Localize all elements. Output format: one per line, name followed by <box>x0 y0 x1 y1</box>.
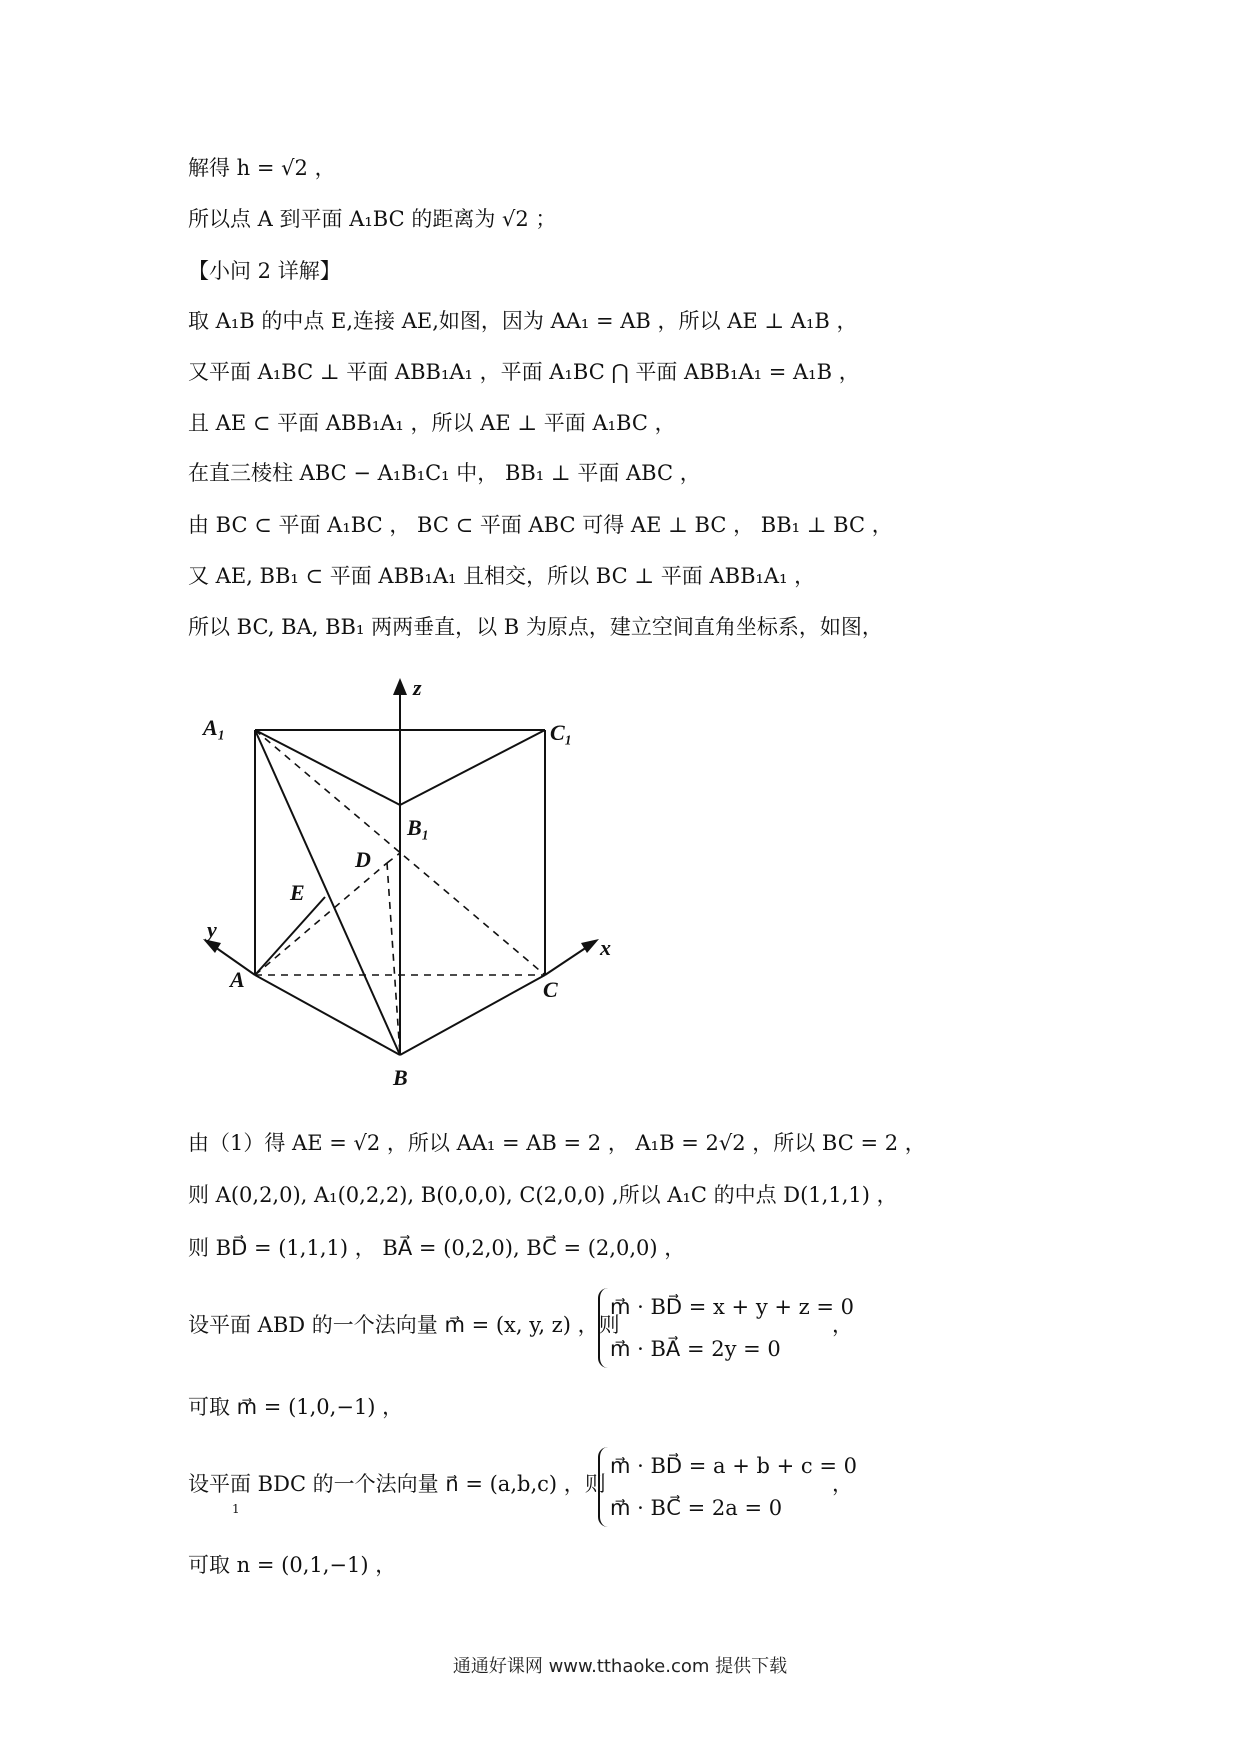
equation-system-2 <box>610 1445 857 1529</box>
text-line-6: 且 AE ⊂ 平面 ABB₁A₁ ，所以 AE ⊥ 平面 A₁BC ， <box>188 411 676 435</box>
text-line-14: 设平面 ABD 的一个法向量 m⃗ = (x, y, z) ，则 <box>188 1313 620 1337</box>
text-line-18: ， <box>832 1472 853 1496</box>
brace-2 <box>598 1447 610 1527</box>
prism-figure <box>195 675 635 1095</box>
text-line-17: 设平面 BDC 的一个法向量 n⃗ = (a,b,c) ，则 <box>188 1472 606 1496</box>
text-line-13: 则 BD⃗ = (1,1,1) ， BA⃗ = (0,2,0), BC⃗ = (2,0,0) ， <box>188 1236 686 1260</box>
text-line-1: 解得 h = √2 ， <box>188 156 336 180</box>
axis-label-x: x <box>600 935 611 960</box>
text-line-2: 所以点 A 到平面 A₁BC 的距离为 √2 ； <box>188 207 557 231</box>
label-C: C <box>543 977 558 1002</box>
axis-label-y: y <box>207 917 217 942</box>
text-line-16: 可取 m⃗ = (1,0,−1) ， <box>188 1395 404 1419</box>
system2-eq2: m⃗ · BC⃗ = 2a = 0 <box>610 1496 783 1520</box>
axis-label-z: z <box>413 675 422 700</box>
system1-eq2: m⃗ · BA⃗ = 2y = 0 <box>610 1337 781 1361</box>
footer-text: 通通好课网 www.tthaoke.com 提供下载 <box>452 1656 788 1677</box>
text-line-9: 又 AE, BB₁ ⊂ 平面 ABB₁A₁ 且相交，所以 BC ⊥ 平面 ABB₁A₁ ， <box>188 564 816 588</box>
section-heading: 【小问 2 详解】 <box>188 259 341 283</box>
text-line-7: 在直三棱柱 ABC − A₁B₁C₁ 中， BB₁ ⊥ 平面 ABC ， <box>188 461 701 485</box>
label-A1: A₁ <box>203 715 226 740</box>
label-A: A <box>230 967 245 992</box>
text-line-10: 所以 BC, BA, BB₁ 两两垂直，以 B 为原点，建立空间直角坐标系，如图， <box>188 615 883 639</box>
label-C1: C₁ <box>550 720 573 745</box>
text-line-12: 则 A(0,2,0), A₁(0,2,2), B(0,0,0), C(2,0,0) ,所以 A₁C 的中点 D(1,1,1) ， <box>188 1183 898 1207</box>
label-B1: B₁ <box>407 815 430 840</box>
text-line-15: ， <box>832 1313 853 1337</box>
system2-eq1: m⃗ · BD⃗ = a + b + c = 0 <box>610 1454 857 1478</box>
text-line-5: 又平面 A₁BC ⊥ 平面 ABB₁A₁ ，平面 A₁BC ⋂ 平面 ABB₁A₁ = A₁B ， <box>188 360 860 384</box>
equation-system-1 <box>610 1286 854 1370</box>
text-line-4: 取 A₁B 的中点 E,连接 AE,如图，因为 AA₁ = AB ，所以 AE ⊥ A₁B ， <box>188 309 858 333</box>
brace-1 <box>598 1288 610 1368</box>
stray-mark: 1 <box>232 1502 240 1516</box>
text-line-8: 由 BC ⊂ 平面 A₁BC ， BC ⊂ 平面 ABC 可得 AE ⊥ BC ， BB₁ ⊥ BC ， <box>188 513 893 537</box>
label-D: D <box>355 847 371 872</box>
text-line-11: 由（1）得 AE = √2 ，所以 AA₁ = AB = 2 ， A₁B = 2√2 ，所以 BC = 2 ， <box>188 1131 926 1155</box>
label-B: B <box>393 1065 408 1090</box>
system1-eq1: m⃗ · BD⃗ = x + y + z = 0 <box>610 1295 855 1319</box>
label-E: E <box>290 880 305 905</box>
text-line-19: 可取 n = (0,1,−1) ， <box>188 1553 397 1577</box>
